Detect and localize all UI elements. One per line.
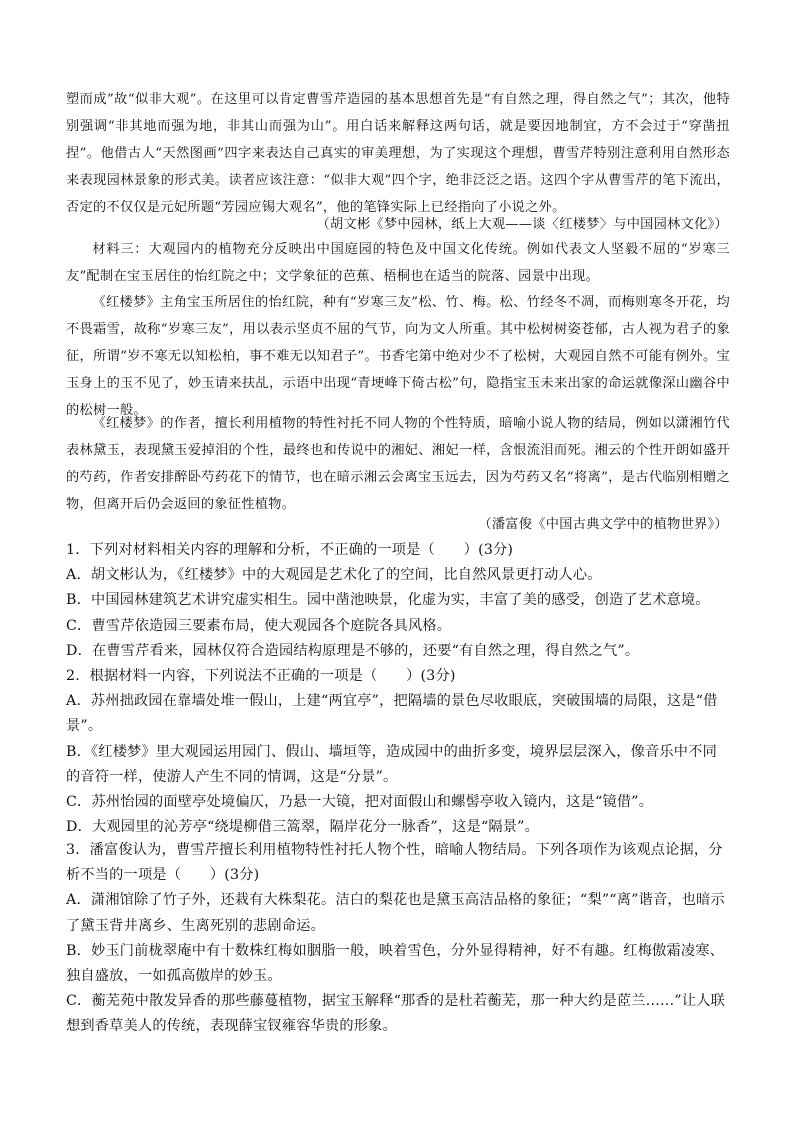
option-c: C．蘅芜苑中散发异香的那些藤蔓植物，据宝玉解释“那香的是杜若蘅芜，那一种大约是茝兰……”让人联想到香草美人的传统，表现薛宝钗雍容华贵的形象。 [66,993,726,1035]
material3-source: （潘富俊《中国古典文学中的植物世界》） [478,517,728,532]
option-b: B．中国园林建筑艺术讲究虚实相生。园中凿池映景，化虚为实，丰富了美的感受，创造了艺术意境。 [66,592,710,609]
option-a: A．潇湘馆除了竹子外，还栽有大株梨花。洁白的梨花也是黛玉高洁品格的象征；“梨”“离”谐音，也暗示了黛玉背井离乡、生离死别的悲剧命运。 [66,892,725,934]
option-c: C．苏州怡园的面壁亭处境偏仄，乃悬一大镜，把对面假山和螺髻亭收入镜内，这是“镜借”。 [66,794,654,811]
material3-paragraph-2: 《红楼梦》主角宝玉所居住的怡红院，种有“岁寒三友”松、竹、梅。松、竹经冬不凋，而梅则寒冬开花，均不畏霜雪，故称“岁寒三友”，用以表示坚贞不屈的气节，向为文人所重。其中松树树姿苍郁，古人视为君子的象征，所谓“岁不寒无以知松柏，事不难无以知君子”。书香宅第中绝对少不了松树，大观园自然不可能有例外。宝玉身上的玉不见了，妙玉请来扶乩，示语中出现“青埂峰下倚古松”句，隐指宝玉未来出家的命运就像深山幽谷中的松树一般。 [66,295,730,418]
material2-tail-paragraph: 塑而成”故“似非大观”。在这里可以肯定曹雪芹造园的基本思想首先是“有自然之理，得自然之气”；其次，他特别强调“非其地而强为地，非其山而强为山”。用白话来解释这两句话，就是要因地制宜，方不会过于“穿凿扭捏”。他借古人“天然图画”四字来表达自己真实的审美理想，为了实现这个理想，曹雪芹特别注意利用自然形态来表现园林景象的形式美。读者应该注意：“似非大观”四个字，绝非泛泛之语。这四个字从曹雪芹的笔下流出，否定的不仅仅是元妃所题“芳园应锡大观名”，他的笔锋实际上已经指向了小说之外。 [66,92,730,215]
material2-source: （胡文彬《梦中园林，纸上大观——谈〈红楼梦〉与中国园林文化》） [316,217,728,232]
question-stem: 1．下列对材料相关内容的理解和分析，不正确的一项是（ ）(3分) [66,542,514,558]
question-stem: 3．潘富俊认为，曹雪芹擅长利用植物特性衬托人物个性，暗喻人物结局。下列各项作为该观点论据，分析不当的一项是（ ）(3分) [66,842,723,884]
option-d: D．大观园里的沁芳亭“绕堤柳借三篙翠，隔岸花分一脉香”，这是“隔景”。 [66,819,540,836]
option-c: C．曹雪芹依造园三要素布局，使大观园各个庭院各具风格。 [66,617,452,634]
option-a: A．胡文彬认为，《红楼梦》中的大观园是艺术化了的空间，比自然风景更打动人心。 [66,567,602,584]
question-1 [66,538,730,664]
option-a: A．苏州拙政园在靠墙处堆一假山，上建“两宜亭”，把隔墙的景色尽收眼底，突破围墙的局限，这是“借景”。 [66,693,718,735]
question-3 [66,838,730,1040]
option-b: B．《红楼梦》里大观园运用园门、假山、墙垣等，造成园中的曲折多变，境界层层深入，像音乐中不同的音符一样，使游人产生不同的情调，这是“分景”。 [66,743,717,785]
question-stem: 2．根据材料一内容，下列说法不正确的一项是（ ）(3分) [66,668,456,684]
option-d: D．在曹雪芹看来，园林仅符合造园结构原理是不够的，还要“有自然之理，得自然之气”。 [66,642,640,659]
question-2 [66,664,730,840]
material3-paragraph-3: 《红楼梦》的作者，擅长利用植物的特性衬托不同人物的个性特质，暗喻小说人物的结局，例如以潇湘竹代表林黛玉，表现黛玉爱掉泪的个性，最终也和传说中的湘妃、湘妃一样，含恨流泪而死。湘云的个性开朗如盛开的芍药，作者安排醉卧芍药花下的情节，也在暗示湘云会离宝玉远去，因为芍药又名“将离”，是古代临别相赠之物，但离开后仍会返回的象征性植物。 [66,416,730,512]
material3-paragraph-1: 材料三：大观园内的植物充分反映出中国庭园的特色及中国文化传统。例如代表文人坚毅不屈的“岁寒三友”配制在宝玉居住的怡红院之中；文学象征的芭蕉、梧桐也在适当的院落、园景中出现。 [66,242,730,284]
option-b: B．妙玉门前栊翠庵中有十数株红梅如胭脂一般，映着雪色，分外显得精神，好不有趣。红梅傲霜凌寒、独自盛放，一如孤高傲岸的妙玉。 [66,942,725,985]
